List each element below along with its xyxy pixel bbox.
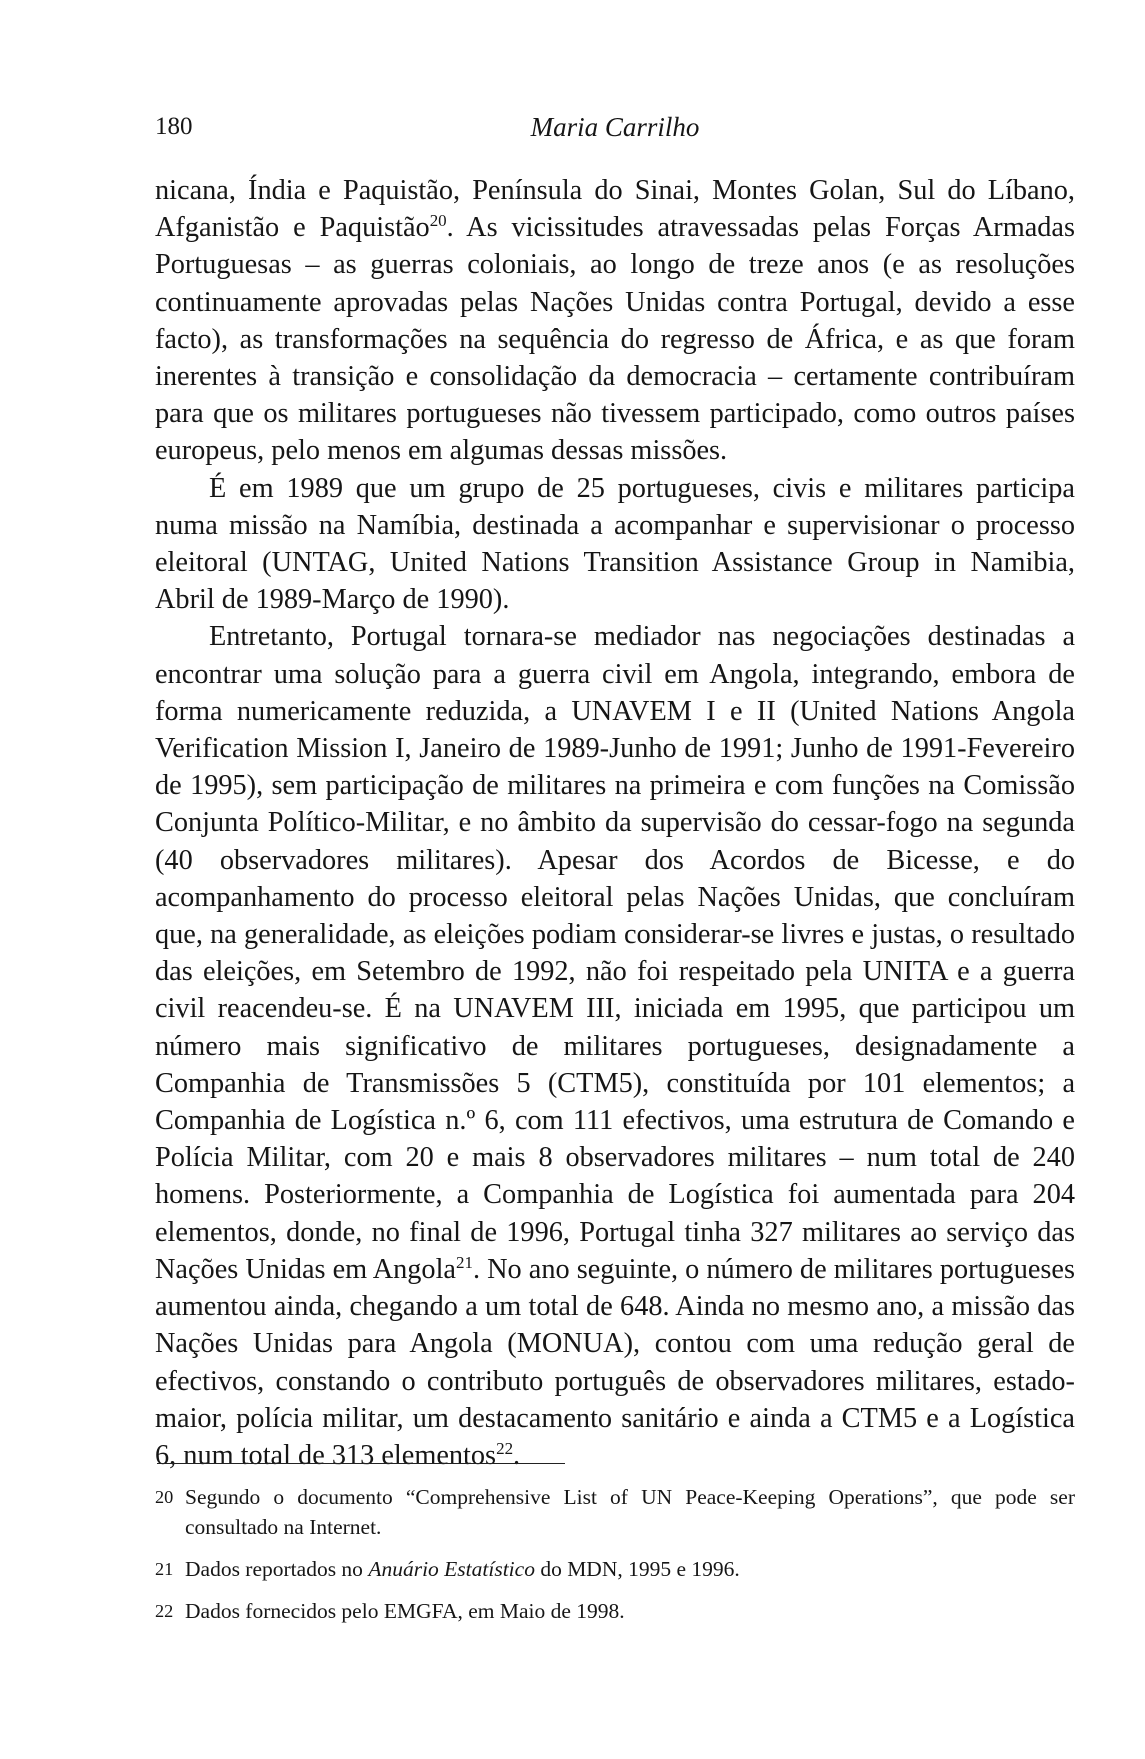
footnote-text-before: Dados reportados no (185, 1557, 369, 1581)
body-text (155, 172, 1075, 1474)
footnote-text: Dados fornecidos pelo EMGFA, em Maio de 1998. (185, 1599, 625, 1623)
paragraph-3-text-a: Entretanto, Portugal tornara-se mediador nas negociações destinadas a encontrar uma solução para a guerra civil em Angola, integrando, embora de forma numericamente reduzida, a UNAVEM I e II (United Nations Angola Verification Mission I, Janeiro de 1989-Junho de 1991; Junho de 1991-Fevereiro de 1995), sem participação de militares na primeira e com funções na Comissão Conjunta Político-Militar, e no âmbito da supervisão do cessar-fogo na segunda (40 observadores militares). Apesar dos Acordos de Bicesse, e do acompanhamento do processo eleitoral pelas Nações Unidas, que concluíram que, na generalidade, as eleições podiam considerar-se livres e justas, o resultado das eleições, em Setembro de 1992, não foi respeitado pela UNITA e a guerra civil reacendeu-se. É na UNAVEM III, iniciada em 1995, que participou um número mais significativo de militares portugueses, designadamente a Companhia de Transmissões 5 (CTM5), constituída por 101 elementos; a Companhia de Logística n.º 6, com 111 efectivos, uma estrutura de Comando e Polícia Militar, com 20 e mais 8 observadores militares – num total de 240 homens. Posteriormente, a Companhia de Logística foi aumentada para 204 elementos, donde, no final de 1996, Portugal tinha 327 militares ao serviço das Nações Unidas em Angola (155, 621, 1075, 1285)
paragraph-1 (155, 172, 1075, 470)
running-header (155, 112, 1075, 146)
running-title: Maria Carrilho (530, 112, 700, 142)
footnote-text: Segundo o documento “Comprehensive List of UN Peace-Keeping Operations”, que pode ser consultado na Internet. (185, 1485, 1075, 1539)
footnote-ref-20: 20 (429, 211, 447, 231)
paragraph-3-text-b: . No ano seguinte, o número de militares portugueses aumentou ainda, chegando a um total de 648. Ainda no mesmo ano, a missão das Nações Unidas para Angola (MONUA), contou com uma redução geral de efectivos, constando o contributo português de observadores militares, estado-maior, polícia militar, um destacamento sanitário e ainda a CTM5 e a Logística 6, num total de 313 elementos (155, 1253, 1075, 1471)
paragraph-3 (155, 618, 1075, 1474)
footnote-21 (155, 1554, 1075, 1584)
paragraph-1-text-b: . As vicissitudes atravessadas pelas Forças Armadas Portuguesas – as guerras coloniais, ao longo de treze anos (e as resoluções continuamente aprovadas pelas Nações Unidas contra Portugal, devido a esse facto), as transformações na sequência do regresso de África, e as que foram inerentes à transição e consolidação da democracia – certamente contribuíram para que os militares portugueses não tivessem participado, como outros países europeus, pelo menos em algumas dessas missões. (155, 212, 1076, 467)
paragraph-2: É em 1989 que um grupo de 25 portugueses, civis e militares participa numa missão na Namíbia, destinada a acompanhar e supervisionar o processo eleitoral (UNTAG, United Nations Transition Assistance Group in Namibia, Abril de 1989-Março de 1990). (155, 472, 1075, 616)
footnote-ref-21: 21 (456, 1252, 473, 1272)
footnote-22 (155, 1596, 1075, 1626)
footnote-number: 21 (155, 1559, 174, 1579)
footnote-20 (155, 1482, 1075, 1542)
footnote-text-after: do MDN, 1995 e 1996. (534, 1557, 740, 1581)
footnote-ref-22: 22 (496, 1438, 514, 1458)
footnote-publication-title: Anuário Estatístico (368, 1557, 535, 1581)
paragraph-1-text-a: nicana, Índia e Paquistão, Península do Sinai, Montes Golan, Sul do Líbano, Afganistão e Paquistão (155, 175, 1075, 244)
footnote-divider (157, 1463, 565, 1464)
page-number: 180 (155, 113, 193, 140)
paragraph-3-text-c: . (513, 1439, 521, 1471)
footnote-number: 20 (155, 1487, 174, 1507)
footnote-number: 22 (155, 1601, 174, 1621)
footnotes (155, 1482, 1075, 1638)
